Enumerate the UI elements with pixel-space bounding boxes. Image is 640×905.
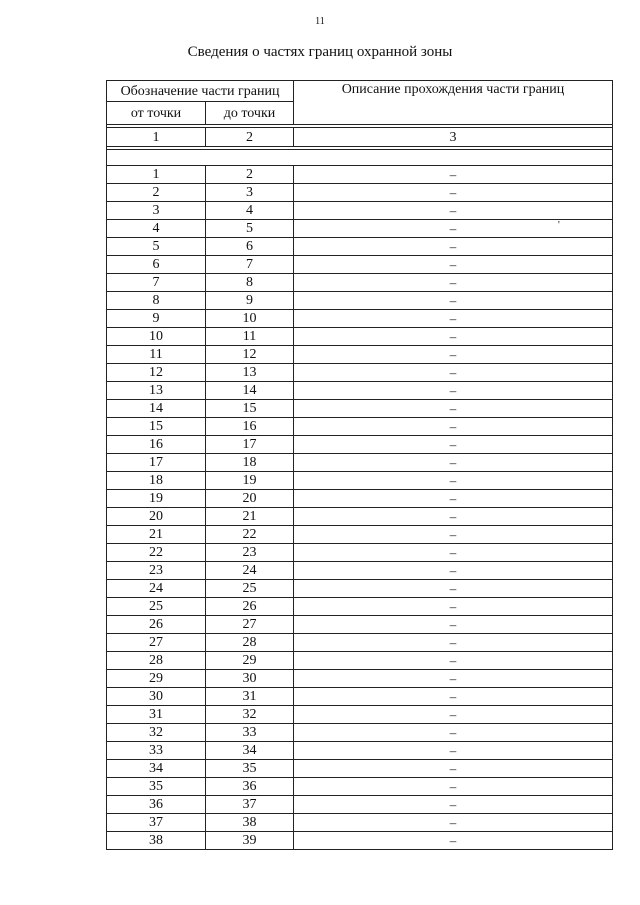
table-row	[107, 238, 613, 256]
from-point-cell: 3	[107, 202, 206, 220]
from-point-cell: 31	[107, 706, 206, 724]
description-cell: –	[294, 508, 613, 526]
description-cell: –	[294, 526, 613, 544]
description-cell: –	[294, 706, 613, 724]
table-row	[107, 760, 613, 778]
header-from-point: от точки	[107, 102, 206, 125]
table-row	[107, 490, 613, 508]
from-point-cell: 38	[107, 832, 206, 850]
from-point-cell: 14	[107, 400, 206, 418]
from-point-cell: 24	[107, 580, 206, 598]
description-cell: –	[294, 454, 613, 472]
from-point-cell: 13	[107, 382, 206, 400]
from-point-cell: 37	[107, 814, 206, 832]
to-point-cell: 22	[206, 526, 294, 544]
table-row	[107, 724, 613, 742]
to-point-cell: 12	[206, 346, 294, 364]
table-body	[107, 125, 613, 850]
from-point-cell: 22	[107, 544, 206, 562]
to-point-cell: 4	[206, 202, 294, 220]
description-cell: –	[294, 742, 613, 760]
to-point-cell: 34	[206, 742, 294, 760]
to-point-cell: 20	[206, 490, 294, 508]
description-cell: –	[294, 724, 613, 742]
column-number-1: 1	[107, 128, 206, 147]
to-point-cell: 28	[206, 634, 294, 652]
header-to-point: до точки	[206, 102, 294, 125]
description-cell: –	[294, 274, 613, 292]
to-point-cell: 27	[206, 616, 294, 634]
description-cell: –	[294, 238, 613, 256]
table-row	[107, 328, 613, 346]
to-point-cell: 8	[206, 274, 294, 292]
description-cell: –	[294, 310, 613, 328]
table-row	[107, 220, 613, 238]
to-point-cell: 32	[206, 706, 294, 724]
table-row	[107, 634, 613, 652]
to-point-cell: 9	[206, 292, 294, 310]
to-point-cell: 11	[206, 328, 294, 346]
from-point-cell: 2	[107, 184, 206, 202]
table-row	[107, 418, 613, 436]
description-cell: –	[294, 814, 613, 832]
to-point-cell: 10	[206, 310, 294, 328]
to-point-cell: 15	[206, 400, 294, 418]
to-point-cell: 14	[206, 382, 294, 400]
from-point-cell: 12	[107, 364, 206, 382]
from-point-cell: 32	[107, 724, 206, 742]
table-row	[107, 580, 613, 598]
table-row	[107, 796, 613, 814]
table-row	[107, 652, 613, 670]
to-point-cell: 37	[206, 796, 294, 814]
description-cell: –	[294, 832, 613, 850]
from-point-cell: 9	[107, 310, 206, 328]
table-row	[107, 778, 613, 796]
to-point-cell: 26	[206, 598, 294, 616]
stray-mark: '	[558, 220, 560, 231]
from-point-cell: 17	[107, 454, 206, 472]
description-cell: –	[294, 598, 613, 616]
description-cell: –	[294, 400, 613, 418]
from-point-cell: 4	[107, 220, 206, 238]
to-point-cell: 19	[206, 472, 294, 490]
to-point-cell: 35	[206, 760, 294, 778]
description-cell: –	[294, 202, 613, 220]
description-cell: –	[294, 418, 613, 436]
table-row	[107, 598, 613, 616]
from-point-cell: 33	[107, 742, 206, 760]
from-point-cell: 10	[107, 328, 206, 346]
from-point-cell: 20	[107, 508, 206, 526]
column-number-3: 3	[294, 128, 613, 147]
from-point-cell: 11	[107, 346, 206, 364]
to-point-cell: 5	[206, 220, 294, 238]
description-cell: –	[294, 760, 613, 778]
from-point-cell: 21	[107, 526, 206, 544]
to-point-cell: 29	[206, 652, 294, 670]
from-point-cell: 26	[107, 616, 206, 634]
table-row	[107, 472, 613, 490]
column-number-row	[107, 128, 613, 147]
description-cell: –	[294, 652, 613, 670]
from-point-cell: 25	[107, 598, 206, 616]
from-point-cell: 27	[107, 634, 206, 652]
from-point-cell: 29	[107, 670, 206, 688]
to-point-cell: 17	[206, 436, 294, 454]
table-row	[107, 508, 613, 526]
table-row	[107, 688, 613, 706]
description-cell: –	[294, 796, 613, 814]
description-cell: –	[294, 364, 613, 382]
to-point-cell: 33	[206, 724, 294, 742]
table-row	[107, 436, 613, 454]
from-point-cell: 5	[107, 238, 206, 256]
to-point-cell: 18	[206, 454, 294, 472]
table-row	[107, 310, 613, 328]
page-number: 11	[315, 16, 325, 27]
from-point-cell: 28	[107, 652, 206, 670]
description-cell: –	[294, 544, 613, 562]
from-point-cell: 18	[107, 472, 206, 490]
table-row	[107, 706, 613, 724]
page-title: Сведения о частях границ охранной зоны	[187, 44, 453, 60]
from-point-cell: 19	[107, 490, 206, 508]
to-point-cell: 16	[206, 418, 294, 436]
table-row	[107, 814, 613, 832]
from-point-cell: 23	[107, 562, 206, 580]
description-cell: –	[294, 184, 613, 202]
boundary-parts-table	[106, 80, 613, 850]
table-row	[107, 454, 613, 472]
table-row	[107, 526, 613, 544]
description-cell: –	[294, 166, 613, 184]
description-cell: –	[294, 436, 613, 454]
from-point-cell: 36	[107, 796, 206, 814]
description-cell: –	[294, 562, 613, 580]
table-row	[107, 400, 613, 418]
description-cell: –	[294, 256, 613, 274]
from-point-cell: 8	[107, 292, 206, 310]
table-row	[107, 292, 613, 310]
description-cell: –	[294, 634, 613, 652]
from-point-cell: 7	[107, 274, 206, 292]
section-spacer-cell	[107, 150, 613, 166]
to-point-cell: 31	[206, 688, 294, 706]
to-point-cell: 24	[206, 562, 294, 580]
description-cell: –	[294, 472, 613, 490]
description-cell: –	[294, 670, 613, 688]
description-cell: –	[294, 778, 613, 796]
table-row	[107, 544, 613, 562]
to-point-cell: 3	[206, 184, 294, 202]
description-cell: –	[294, 220, 613, 238]
table-row	[107, 274, 613, 292]
to-point-cell: 7	[206, 256, 294, 274]
to-point-cell: 21	[206, 508, 294, 526]
column-number-2: 2	[206, 128, 294, 147]
to-point-cell: 23	[206, 544, 294, 562]
table-row	[107, 616, 613, 634]
from-point-cell: 15	[107, 418, 206, 436]
to-point-cell: 30	[206, 670, 294, 688]
from-point-cell: 6	[107, 256, 206, 274]
description-cell: –	[294, 616, 613, 634]
to-point-cell: 36	[206, 778, 294, 796]
table-row	[107, 184, 613, 202]
description-cell: –	[294, 490, 613, 508]
table-row	[107, 382, 613, 400]
table-row	[107, 562, 613, 580]
description-cell: –	[294, 580, 613, 598]
from-point-cell: 30	[107, 688, 206, 706]
from-point-cell: 16	[107, 436, 206, 454]
section-spacer-row	[107, 150, 613, 166]
header-boundary-description: Описание прохождения части границ	[294, 81, 613, 125]
from-point-cell: 1	[107, 166, 206, 184]
table-row	[107, 832, 613, 850]
description-cell: –	[294, 292, 613, 310]
from-point-cell: 35	[107, 778, 206, 796]
table-row	[107, 742, 613, 760]
to-point-cell: 13	[206, 364, 294, 382]
table-row	[107, 670, 613, 688]
description-cell: –	[294, 328, 613, 346]
from-point-cell: 34	[107, 760, 206, 778]
header-boundary-part-designation: Обозначение части границ	[107, 81, 294, 102]
table-row	[107, 166, 613, 184]
description-cell: –	[294, 688, 613, 706]
to-point-cell: 6	[206, 238, 294, 256]
table-row	[107, 364, 613, 382]
table-row	[107, 346, 613, 364]
description-cell: –	[294, 382, 613, 400]
to-point-cell: 2	[206, 166, 294, 184]
table-row	[107, 202, 613, 220]
description-cell: –	[294, 346, 613, 364]
to-point-cell: 25	[206, 580, 294, 598]
to-point-cell: 38	[206, 814, 294, 832]
table-row	[107, 256, 613, 274]
to-point-cell: 39	[206, 832, 294, 850]
